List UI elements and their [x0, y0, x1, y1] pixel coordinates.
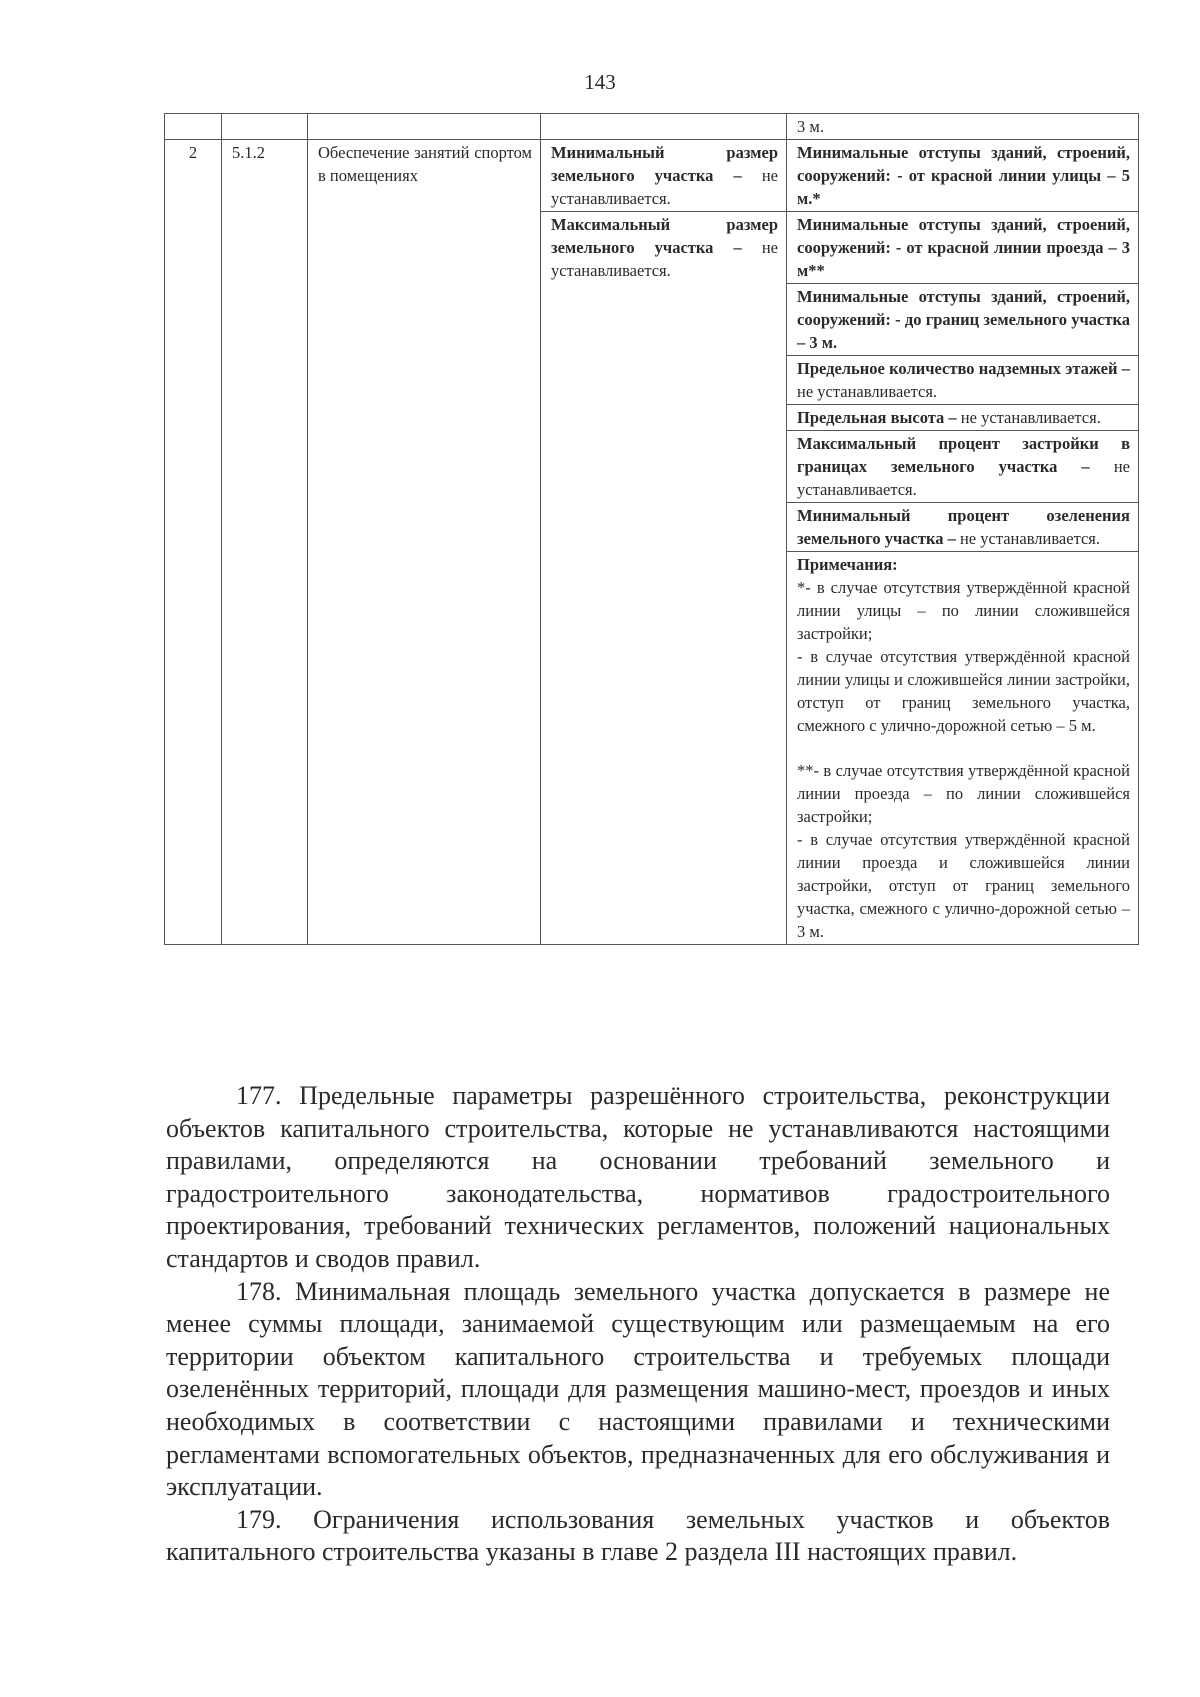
param-value: не устанавливается.	[797, 382, 938, 401]
use-name: Обеспечение занятий спортом в помещениях	[308, 140, 541, 945]
param-head: Максимальный процент застройки в границах земельного участка –	[797, 434, 1130, 476]
paragraph-179: 179. Ограничения использования земельных участков и объектов капитального строительства указаны в главе 2 раздела III настоящих правил.	[166, 1504, 1110, 1567]
regulations-table	[164, 113, 1139, 945]
row-number: 2	[165, 140, 222, 945]
param-value: - от красной линии улицы – 5 м.*	[797, 166, 1130, 208]
cell-continuation: 3 м.	[787, 114, 1139, 140]
note-item: - в случае отсутствия утверждённой красной линии улицы и сложившейся линии застройки, отступ от границ земельного участка, смежного с улично-дорожной сетью – 5 м.	[797, 647, 1130, 735]
param-value: не устанавливается.	[959, 529, 1101, 548]
param-cell	[787, 356, 1139, 405]
param-cell	[787, 140, 1139, 212]
cell-empty	[165, 114, 222, 140]
note-item: **- в случае отсутствия утверждённой красной линии проезда – по линии сложившейся застройки;	[797, 761, 1130, 826]
use-code: 5.1.2	[222, 140, 308, 945]
max-size-cell	[541, 212, 787, 945]
param-value: - от красной линии проезда – 3 м**	[797, 238, 1131, 280]
paragraph-177: 177. Предельные параметры разрешённого строительства, реконструкции объектов капитального строительства, которые не устанавливаются настоящими правилами, определяются на основании требований земельного и градостроительного законодательства, нормативов градостроительного проектирования, требований технических регламентов, положений национальных стандартов и сводов правил.	[166, 1081, 1110, 1273]
note-item: *- в случае отсутствия утверждённой красной линии улицы – по линии сложившейся застройки;	[797, 578, 1130, 643]
param-cell	[787, 212, 1139, 284]
param-cell	[787, 405, 1139, 431]
cell-empty	[541, 114, 787, 140]
page-number: 143	[584, 70, 616, 94]
param-cell	[787, 431, 1139, 503]
param-head: Предельное количество надземных этажей –	[797, 359, 1130, 378]
param-value: не устанавливается.	[960, 408, 1101, 427]
param-head: Минимальные отступы зданий, строений, сооружений:	[797, 143, 1130, 185]
param-cell	[787, 284, 1139, 356]
param-value: не устанавливается.	[797, 457, 1130, 499]
min-size-head: Минимальный размер земельного участка –	[551, 143, 778, 185]
spacer	[797, 737, 1130, 759]
max-size-value: не устанавливается.	[551, 238, 778, 280]
param-cell	[787, 503, 1139, 552]
min-size-value: не устанавливается.	[551, 166, 778, 208]
table-row-continuation	[165, 114, 1139, 140]
note-item: - в случае отсутствия утверждённой красной линии проезда и сложившейся линии застройки, отступ от границ земельного участка, смежного с улично-дорожной сетью – 3 м.	[797, 830, 1130, 941]
param-head: Минимальный процент озеленения земельного участка –	[797, 506, 1130, 548]
min-size-cell	[541, 140, 787, 212]
param-head: Минимальные отступы зданий, строений, сооружений:	[797, 215, 1130, 257]
param-value: - до границ земельного участка – 3 м.	[797, 310, 1130, 352]
body-text	[166, 1080, 1110, 1569]
cell-empty	[222, 114, 308, 140]
notes-title: Примечания:	[797, 555, 898, 574]
max-size-head: Максимальный размер земельного участка –	[551, 215, 778, 257]
paragraph-178: 178. Минимальная площадь земельного участка допускается в размере не менее суммы площади, занимаемой существующим или размещаемым на его территории объектом капитального строительства и требуемых площади озеленённых территорий, площади для размещения машино-мест, проездов и иных необходимых в соответствии с настоящими правилами и техническими регламентами вспомогательных объектов, предназначенных для его обслуживания и эксплуатации.	[166, 1276, 1110, 1502]
param-head: Минимальные отступы зданий, строений, сооружений:	[797, 287, 1130, 329]
table-row	[165, 140, 1139, 212]
notes-cell	[787, 552, 1139, 945]
param-head: Предельная высота –	[797, 408, 957, 427]
cell-empty	[308, 114, 541, 140]
